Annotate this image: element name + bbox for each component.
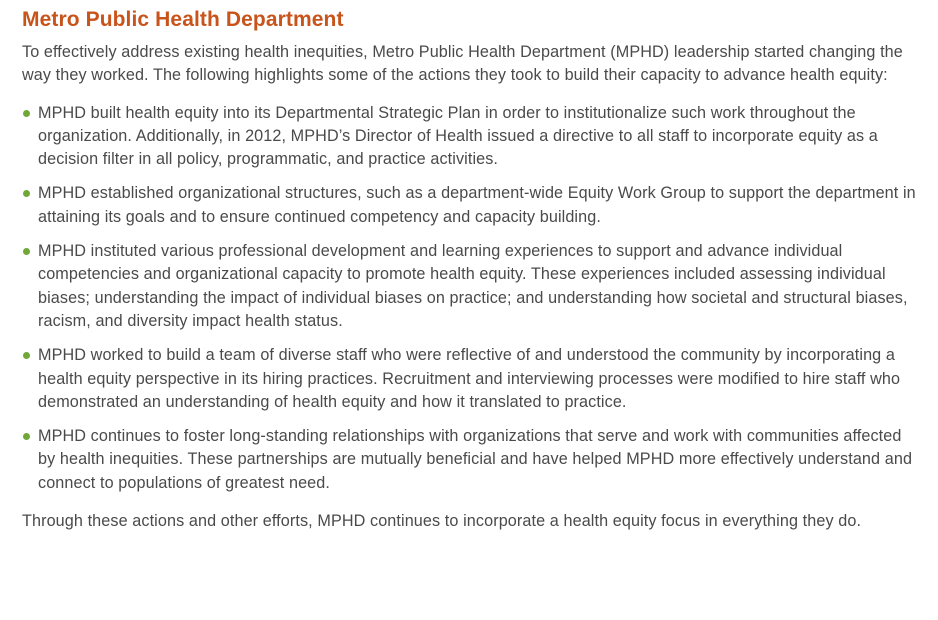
list-item xyxy=(22,344,920,414)
actions-bullet-list xyxy=(22,102,920,495)
list-item-text: MPHD continues to foster long-standing relationships with organizations that serve and work with communities affected by health inequities. These partnerships are mutually beneficial and have helped MPHD more effectively understand and connect to populations of greatest need. xyxy=(38,427,913,492)
list-item-text: MPHD built health equity into its Departmental Strategic Plan in order to institutionalize such work throughout the organization. Additionally, in 2012, MPHD’s Director of Health issued a directive to all staff to incorporate equity as a decision filter in all policy, programmatic, and practice activities. xyxy=(38,103,878,169)
list-item-text: MPHD established organizational structures, such as a department-wide Equity Work Group to support the department in attaining its goals and to ensure continued competency and capacity building. xyxy=(38,184,916,226)
page-title: Metro Public Health Department xyxy=(22,8,344,31)
bullet-icon xyxy=(23,110,30,117)
list-item xyxy=(22,425,920,495)
intro-paragraph: To effectively address existing health inequities, Metro Public Health Department (MPHD) leadership started changing the way they worked. The following highlights some of the actions they took to build their capacity to advance health equity: xyxy=(22,43,903,85)
list-item xyxy=(22,240,920,333)
list-item-text: MPHD instituted various professional development and learning experiences to support and advance individual competencies and organizational capacity to promote health equity. These experiences included assessing individual biases; understanding the impact of individual biases on practice; and understanding how societal and structural biases, racism, and diversity impact health status. xyxy=(38,242,908,330)
list-item xyxy=(22,102,920,172)
bullet-icon xyxy=(23,190,30,197)
list-item xyxy=(22,182,920,229)
list-item-text: MPHD worked to build a team of diverse staff who were reflective of and understood the community by incorporating a health equity perspective in its hiring practices. Recruitment and interviewing processes were modified to hire staff who demonstrated an understanding of health equity and how it translated to practice. xyxy=(38,346,901,411)
bullet-icon xyxy=(23,248,30,255)
bullet-icon xyxy=(23,352,30,359)
bullet-icon xyxy=(23,433,30,440)
closing-paragraph: Through these actions and other efforts, MPHD continues to incorporate a health equity focus in everything they do. xyxy=(22,512,862,531)
